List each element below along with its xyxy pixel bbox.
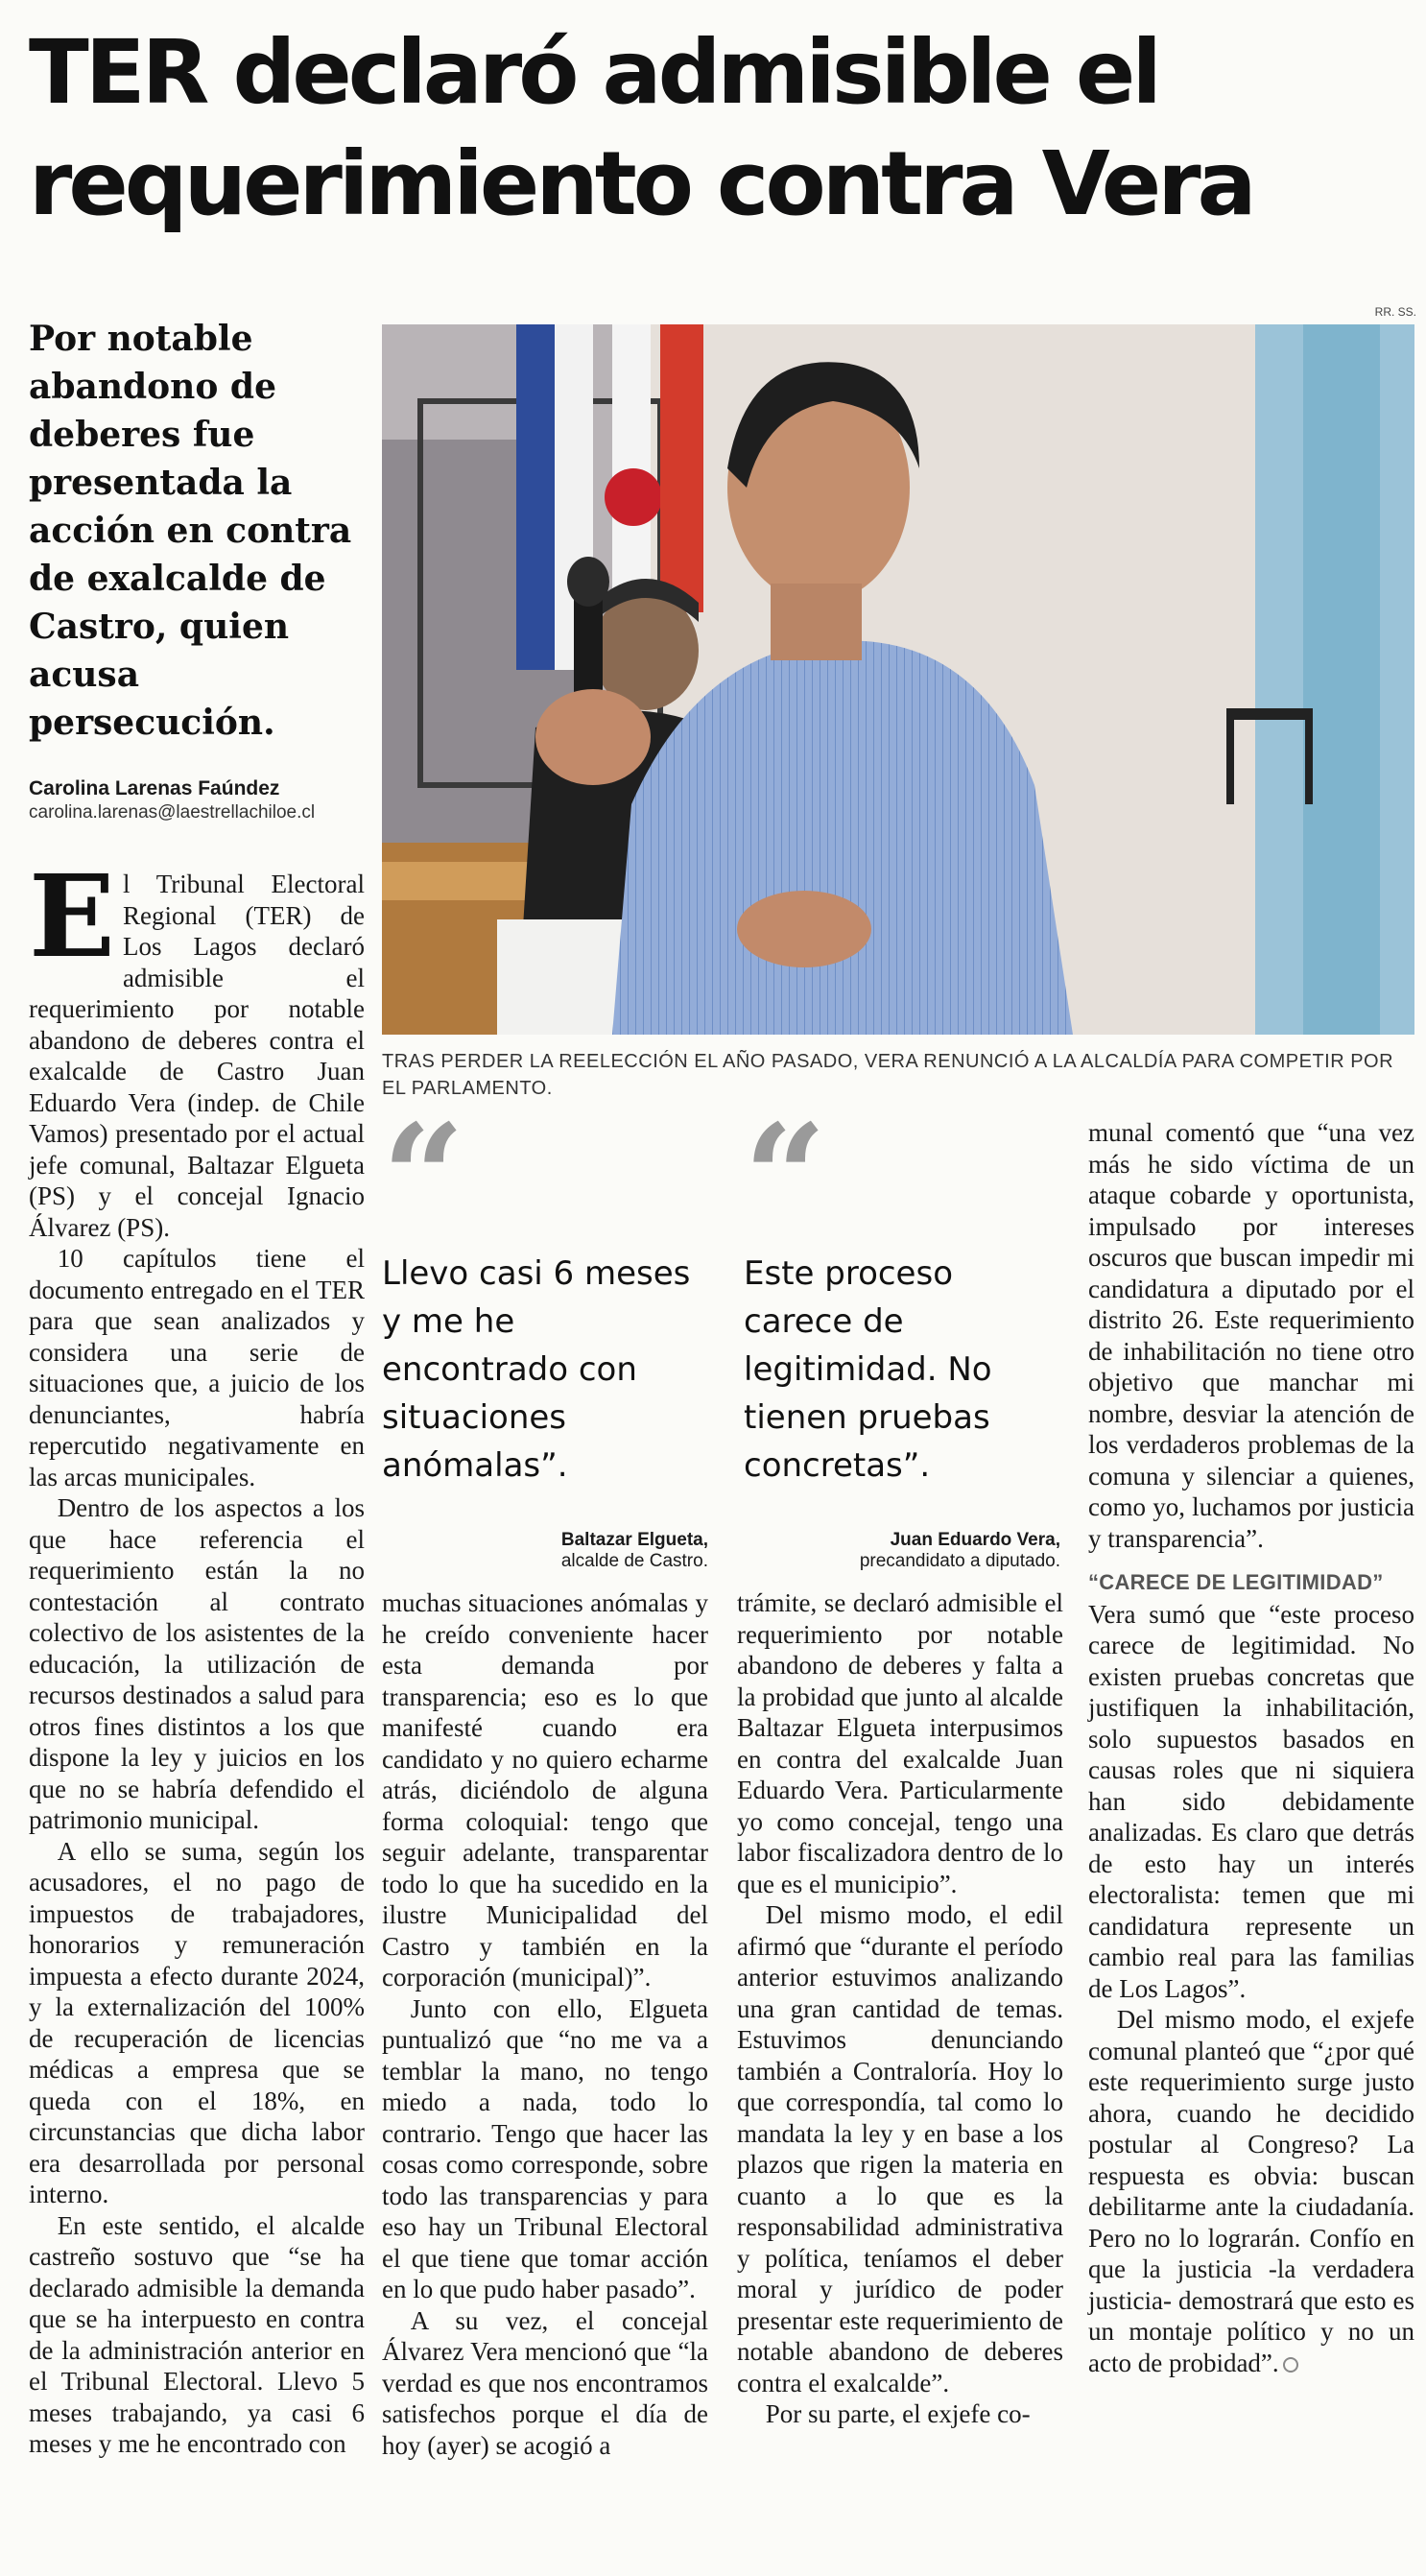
paragraph: munal comentó que “una vez más he sido víctima de un ataque cobarde y oportunista, impulsado por intereses oscuros que buscan impedir mi candidatura a diputado por el distrito 26. Este requerimiento de inhabilitación no tiene otro objetivo que manchar mi nombre, desviar la atención de los verdaderos problemas de la comuna y silenciar a quienes, como yo, luchamos por justicia y transparencia”. — [1088, 1118, 1414, 1553]
quote-name: Baltazar Elgueta, — [560, 1530, 708, 1550]
paragraph: 10 capítulos tiene el documento entregado en el TER para que sean analizados y considera una serie de situaciones que, a juicio de los denunciantes, habría repercutido negativamente en las arcas municipales. — [29, 1244, 365, 1491]
quote-text: Llevo casi 6 meses y me he encontrado con situaciones anómalas”. — [382, 1254, 691, 1485]
drop-cap: E — [29, 849, 115, 983]
paragraph: Vera sumó que “este proceso carece de legitimidad. No existen pruebas concretas que justifiquen la inhabilitación, solo supuestos basados en causas roles que ni siquiera han sido debidamente analizadas. Es claro que detrás de esto hay un interés electoralista: temen que mi candidatura represente un cambio real para las familias de Los Lagos”. — [1088, 1599, 1414, 2003]
end-mark-icon — [1283, 2357, 1298, 2373]
section-subhead: “CARECE DE LEGITIMIDAD” — [1088, 1570, 1384, 1594]
quote-attribution — [744, 1530, 1060, 1572]
paragraph: A su vez, el concejal Álvarez Vera mencionó que “la verdad es que nos encontramos satisfechos porque el día de hoy (ayer) se acogió a — [382, 2305, 708, 2460]
paragraph-text: l Tribunal Electoral Regional (TER) de Los Lagos declaró admisible el requerimiento por notable abandono de deberes contra el exalcalde de Castro Juan Eduardo Vera (indep. de Chile Vamos) presentado por el actual jefe comunal, Baltazar Elgueta (PS) y el concejal Ignacio Álvarez (PS). — [29, 870, 365, 1242]
pull-quote-elgueta — [382, 1093, 708, 1572]
photo-credit: RR. SS. — [1374, 305, 1416, 319]
paragraph: Por su parte, el exjefe co- — [765, 2399, 1031, 2428]
news-photo — [382, 324, 1414, 1035]
deck-summary: Por notable abandono de deberes fue presentada la acción en contra de exalcalde de Castro, quien acusa persecución. — [29, 319, 352, 743]
paragraph-text: Del mismo modo, el exjefe comunal planteó que “¿por qué este requerimiento surge justo ahora, cuando he decidido postular al Congreso? La respuesta es obvia: buscan debilitarme ante la ciudadanía. Pero no lo lograrán. Confío en que la justicia -la verdadera justicia- demostrará que esto es un montaje político y no un acto de probidad”. — [1088, 2005, 1414, 2377]
pull-quote-vera — [744, 1093, 1060, 1572]
author-email[interactable]: carolina.larenas@laestrellachiloe.cl — [29, 802, 316, 823]
author-name: Carolina Larenas Faúndez — [29, 777, 280, 799]
quote-attribution — [382, 1530, 708, 1572]
quote-mark-icon: “ — [382, 1093, 456, 1262]
quote-name: Juan Eduardo Vera, — [890, 1530, 1060, 1550]
paragraph: Dentro de los aspectos a los que hace referencia el requerimiento están la no contestación al contrato colectivo de los asistentes de la educación, la utilización de recursos destinados a salud para otros fines distintos a los que dispone la ley y juicios en los que no se habría defendido el patrimonio municipal. — [29, 1493, 365, 1834]
paragraph — [29, 849, 365, 1243]
quote-text: Este proceso carece de legitimidad. No tienen pruebas concretas”. — [744, 1254, 992, 1485]
paragraph: En este sentido, el alcalde castreño sostuvo que “se ha declarado admisible la demanda que se ha interpuesto en contra de la administración anterior en el Tribunal Electoral. Llevo 5 meses trabajando, ya casi 6 meses y me he encontrado con — [29, 2210, 365, 2458]
photo-illustration — [382, 324, 1414, 1035]
paragraph: Junto con ello, Elgueta puntualizó que “no me va a temblar la mano, no tengo miedo a nada, todo lo contrario. Tengo que hacer las cosas como corresponde, sobre todo las transparencias y para eso hay un Tribunal Electoral el que tiene que tomar acción en lo que pudo haber pasado”. — [382, 1993, 708, 2303]
article-column-4 — [1088, 1117, 1414, 2378]
quote-role: precandidato a diputado. — [859, 1551, 1060, 1571]
article-column-3 — [737, 1587, 1063, 2430]
headline: TER declaró admisible el requerimiento contra Vera — [29, 21, 1253, 235]
paragraph: muchas situaciones anómalas y he creído conveniente hacer esta demanda por transparencia; eso es lo que manifesté cuando era candidato y no quiero echarme atrás, diciéndolo de alguna forma coloquial: tengo que seguir adelante, transparentar todo lo que ha sucedido en la ilustre Municipalidad del Castro y también en la corporación (municipal)”. — [382, 1588, 708, 1992]
paragraph — [1088, 2004, 1414, 2378]
article-column-1 — [29, 849, 365, 2460]
article-column-2 — [382, 1587, 708, 2461]
paragraph: A ello se suma, según los acusadores, el no pago de impuestos de trabajadores, honorarios y remuneración impuesta a efecto durante 2024, y la externalización del 100% de recuperación de licencias médicas a empresa que se queda con el 18%, en circunstancias que dicha labor era desarrollada por personal interno. — [29, 1836, 365, 2208]
photo-caption: TRAS PERDER LA REELECCIÓN EL AÑO PASADO, VERA RENUNCIÓ A LA ALCALDÍA PARA COMPETIR POR EL PARLAMENTO. — [382, 1051, 1394, 1099]
paragraph: trámite, se declaró admisible el requerimiento por notable abandono de deberes y falta a la probidad que junto al alcalde Baltazar Elgueta interpusimos en contra del exalcalde Juan Eduardo Vera. Particularmente yo como concejal, tengo una labor fiscalizadora dentro de lo que es el municipio”. — [737, 1588, 1063, 1898]
quote-mark-icon: “ — [744, 1093, 818, 1262]
paragraph: Del mismo modo, el edil afirmó que “durante el período anterior estuvimos analizando una gran cantidad de temas. Estuvimos denunciando también a Contraloría. Hoy lo que correspondía, tal como lo mandata la ley y en base a los plazos que rigen la materia en cuanto a lo que es la responsabilidad administrativa y política, teníamos el deber moral y jurídico de poder presentar este requerimiento de notable abandono de deberes contra el exalcalde”. — [737, 1900, 1063, 2397]
quote-role: alcalde de Castro. — [560, 1551, 708, 1571]
